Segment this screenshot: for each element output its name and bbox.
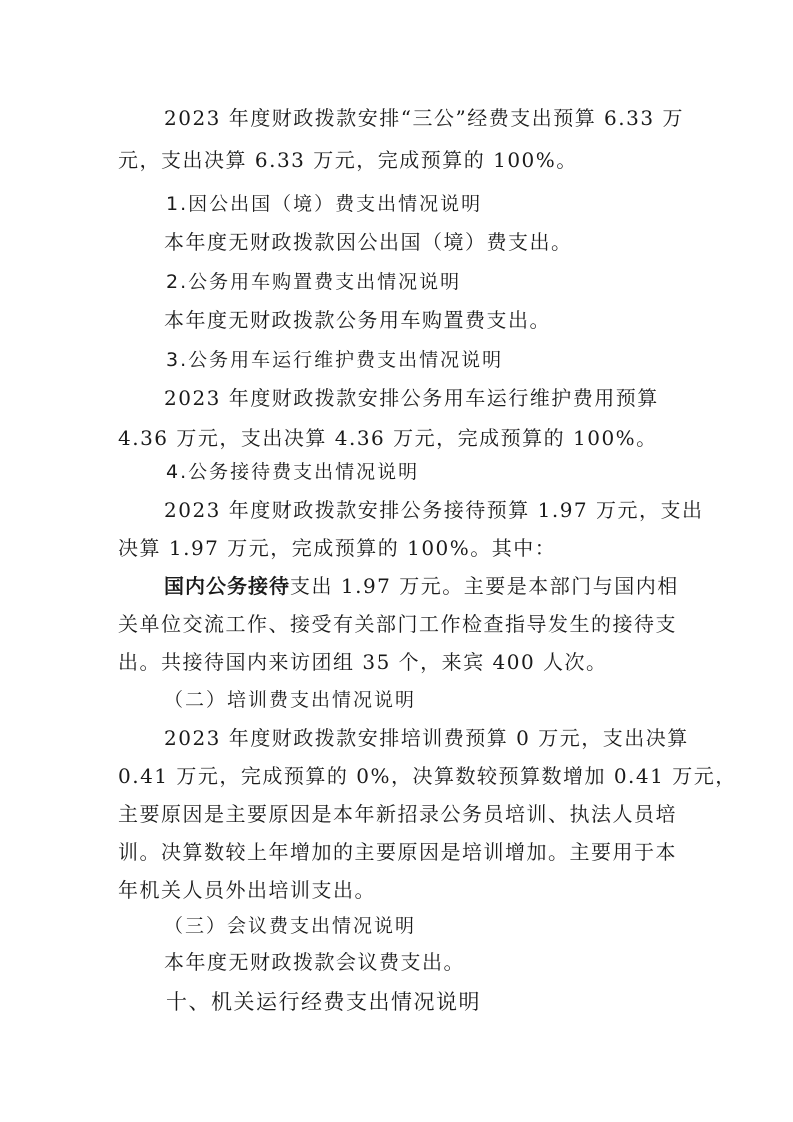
paragraph-line (164, 572, 678, 600)
paragraph-line: 训。决算数较上年增加的主要原因是培训增加。主要用于本 (118, 840, 677, 864)
paragraph-line: 2023 年度财政拨款安排公务用车运行维护费用预算 (164, 386, 659, 410)
section-heading-training: （二）培训费支出情况说明 (164, 689, 417, 711)
paragraph-line: 主要原因是主要原因是本年新招录公务员培训、执法人员培 (118, 802, 677, 826)
subheading-3: 3.公务用车运行维护费支出情况说明 (166, 349, 504, 371)
paragraph-line: 关单位交流工作、接受有关部门工作检查指导发生的接待支 (118, 612, 677, 636)
section-heading-10: 十、机关运行经费支出情况说明 (166, 990, 481, 1014)
paragraph-line: 决算 1.97 万元，完成预算的 100%。其中： (118, 536, 557, 560)
paragraph-line: 出。共接待国内来访团组 35 个，来宾 400 人次。 (118, 650, 608, 674)
paragraph-line: 2023 年度财政拨款安排公务接待预算 1.97 万元，支出 (164, 498, 704, 522)
paragraph-line: 4.36 万元，支出决算 4.36 万元，完成预算的 100%。 (118, 426, 658, 450)
paragraph-line: 年机关人员外出培训支出。 (118, 878, 376, 902)
section-heading-meeting: （三）会议费支出情况说明 (164, 915, 417, 937)
subheading-4: 4.公务接待费支出情况说明 (166, 461, 420, 483)
paragraph-line: 2023 年度财政拨款安排“三公”经费支出预算 6.33 万 (164, 106, 684, 130)
paragraph-line: 本年度无财政拨款因公出国（境）费支出。 (164, 230, 573, 254)
bold-term: 国内公务接待 (164, 574, 290, 598)
paragraph-text: 支出 1.97 万元。主要是本部门与国内相 (290, 574, 679, 598)
paragraph-line: 本年度无财政拨款公务用车购置费支出。 (164, 308, 551, 332)
paragraph-line: 0.41 万元，完成预算的 0%，决算数较预算数增加 0.41 万元， (118, 764, 737, 788)
paragraph-line: 2023 年度财政拨款安排培训费预算 0 万元，支出决算 (164, 726, 689, 750)
subheading-2: 2.公务用车购置费支出情况说明 (166, 271, 462, 293)
paragraph-line: 元，支出决算 6.33 万元，完成预算的 100%。 (118, 148, 578, 172)
paragraph-line: 本年度无财政拨款会议费支出。 (164, 950, 465, 974)
subheading-1: 1.因公出国（境）费支出情况说明 (166, 193, 483, 215)
